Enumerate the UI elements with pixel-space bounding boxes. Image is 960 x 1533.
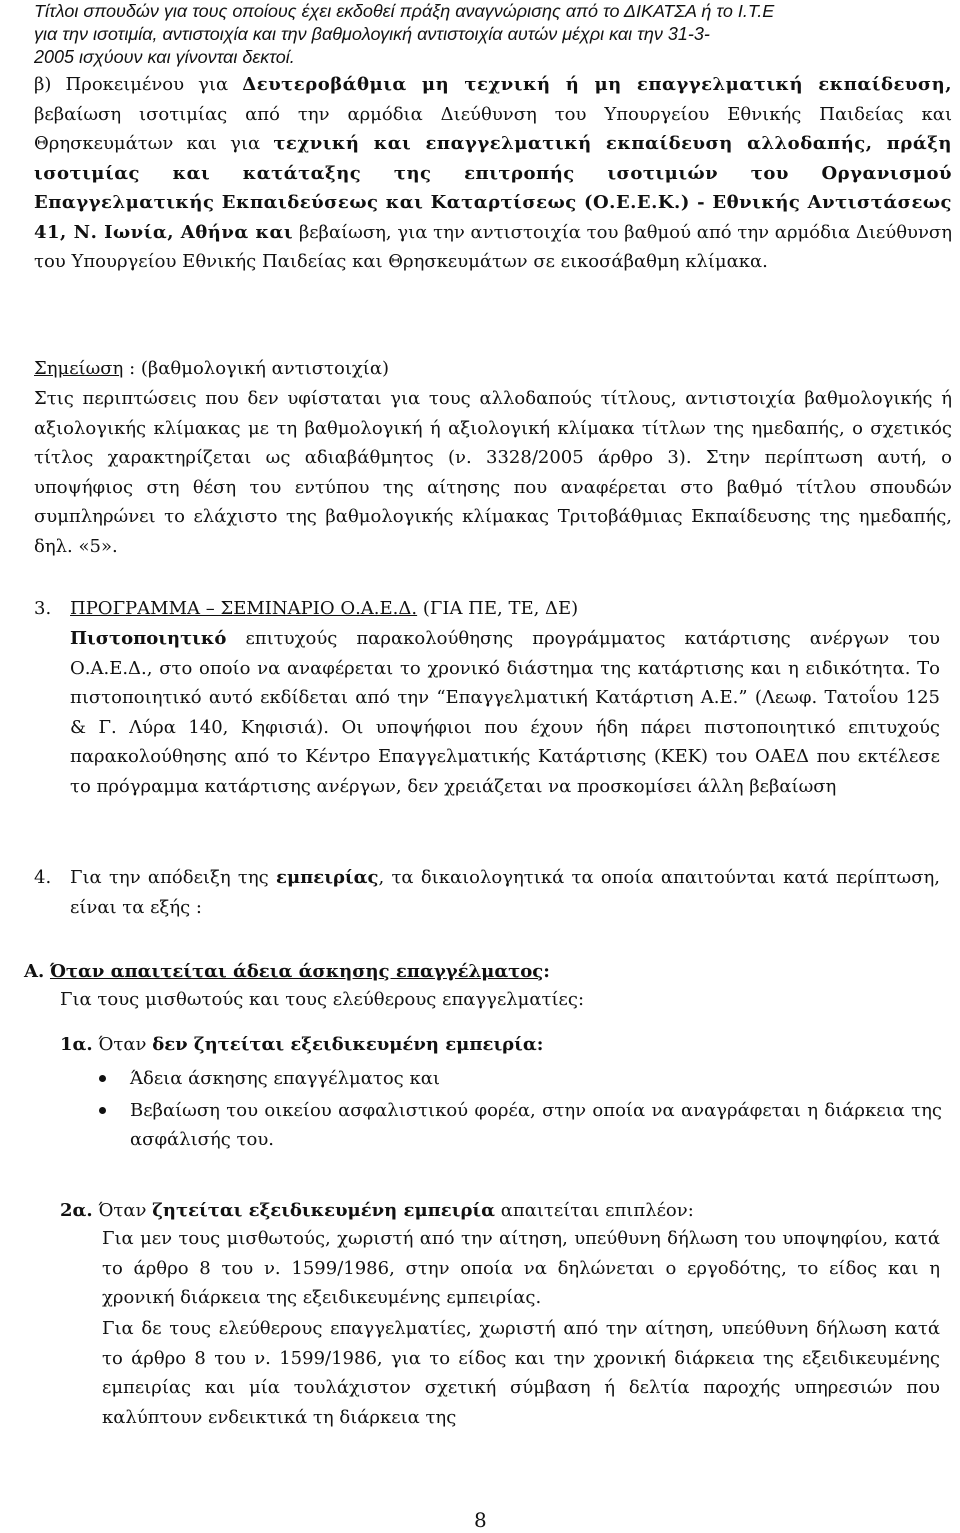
item-3-number: 3. xyxy=(34,598,52,619)
section-a-subheading: Για τους μισθωτούς και τους ελεύθερους επαγγελματίες: xyxy=(60,989,585,1010)
case-1a-heading xyxy=(60,1030,940,1060)
section-b-text-1: βεβαίωση ισοτιμίας από την αρμόδια Διεύθυνση του Υπουργείου Εθνικής Παιδείας και Θρησκευμάτων και για xyxy=(34,103,952,154)
section-a-colon: : xyxy=(543,961,550,982)
case-2a-heading xyxy=(60,1196,940,1226)
note-label: Σημείωση xyxy=(34,358,124,379)
item-3-heading-underlined: ΠΡΟΓΡΑΜΜΑ – ΣΕΜΙΝΑΡΙΟ Ο.Α.Ε.Δ. xyxy=(70,598,418,619)
list-item-text: Βεβαίωση του οικείου ασφαλιστικού φορέα, στην οποία να αναγράφεται η διάρκεια της ασφάλισής του. xyxy=(130,1099,942,1150)
section-a-title: Όταν απαιτείται άδεια άσκησης επαγγέλματος xyxy=(49,961,544,982)
list-item-text: Άδεια άσκησης επαγγέλματος και xyxy=(130,1068,440,1089)
page-number: 8 xyxy=(474,1508,487,1532)
case-1a-number: 1α. xyxy=(60,1034,93,1055)
section-b-bold-1: Δευτεροβάθμια μη τεχνική ή μη επαγγελματική εκπαίδευση, xyxy=(242,74,953,95)
case-2a-paragraph-2: Για δε τους ελεύθερους επαγγελματίες, χωριστή από την αίτηση, υπεύθυνη δήλωση κατά το άρθρο 8 του ν. 1599/1986, για το είδος και την χρονική διάρκεια της εξειδικευμένης εμπειρίας και μία τουλάχιστον σχετική σύμβαση ή δελτία παροχής υπηρεσιών που καλύπτουν ενδεικτικά τη διάρκεια της xyxy=(102,1318,940,1428)
case-2a-text-1: Όταν xyxy=(92,1200,153,1221)
section-a-letter: Α. xyxy=(24,961,45,982)
item-4-text-2: , τα δικαιολογητικά τα οποία απαιτούνται κατά περίπτωση, είναι τα εξής : xyxy=(70,867,940,918)
note-body: Στις περιπτώσεις που δεν υφίσταται για τους αλλοδαπούς τίτλους, αντιστοιχία βαθμολογικής ή αξιολογικής κλίμακας με τη βαθμολογική ή αξιολογική κλίμακα τίτλων της ημεδαπής, ο σχετικός τίτλος χαρακτηρίζεται ως αδιαβάθμητος (ν. 3328/2005 άρθρο 3). Στην περίπτωση αυτή, ο υποψήφιος στη θέση του εντύπου της αίτησης που αναφέρεται στο βαθμό τίτλου σπουδών συμπληρώνει το ελάχιστο της βαθμολογικής κλίμακας Τριτοβάθμιας Εκπαίδευσης της ημεδαπής, δηλ. «5». xyxy=(34,388,952,557)
item-3-heading-rest: (ΓΙΑ ΠΕ, ΤΕ, ΔΕ) xyxy=(417,598,579,619)
section-b-text-2: βεβαίωση, για την αντιστοιχία του βαθμού από την αρμόδια Διεύθυνση του Υπουργείου Εθνικής Παιδείας και Θρησκευμάτων σε εικοσάβαθμη κλίμακα. xyxy=(34,221,952,272)
bullet-icon xyxy=(99,1075,106,1082)
item-4-body xyxy=(70,863,940,922)
case-2a-bold: ζητείται εξειδικευμένη εμπειρία xyxy=(152,1200,495,1221)
case-2a-paragraph-1: Για μεν τους μισθωτούς, χωριστή από την αίτηση, υπεύθυνη δήλωση του υποψηφίου, κατά το άρθρο 8 του ν. 1599/1986, στην οποία να δηλώνεται ο εργοδότης, το είδος και η χρονική διάρκεια της εξειδικευμένης εμπειρίας. xyxy=(102,1228,940,1308)
item-4-number: 4. xyxy=(34,867,52,888)
intro-line: για την ισοτιμία, αντιστοιχία και την βαθμολογική αντιστοιχία αυτών μέχρι και την 31-3- xyxy=(34,24,710,44)
list-item xyxy=(130,1096,942,1155)
section-b-bold-2: τεχνική και επαγγελματική εκπαίδευση αλλοδαπής, πράξη ισοτιμίας και κατάταξης της επιτροπής ισοτιμιών του Οργανισμού Επαγγελματικής Εκπαιδεύσεως και Καταρτίσεως (Ο.Ε.Ε.Κ.) - Εθνικής Αντιστάσεως 41, Ν. Ιωνία, Αθήνα και xyxy=(34,133,952,243)
item-3-heading xyxy=(70,594,940,624)
bullet-icon xyxy=(99,1107,106,1114)
note-heading xyxy=(34,354,952,384)
intro-paragraph xyxy=(34,0,954,69)
case-2a-number: 2α. xyxy=(60,1200,93,1221)
item-4-bold: εμπειρίας xyxy=(276,867,379,888)
list-item xyxy=(130,1064,942,1094)
item-3-body xyxy=(70,624,940,801)
section-b-prefix: β) Προκειμένου για xyxy=(34,74,243,95)
item-4-text-1: Για την απόδειξη της xyxy=(70,867,277,888)
case-1a-bullet-list xyxy=(130,1064,942,1157)
section-b-paragraph xyxy=(34,70,952,277)
section-a-heading xyxy=(24,957,924,987)
case-1a-text: Όταν xyxy=(92,1034,153,1055)
note-label-suffix: : (βαθμολογική αντιστοιχία) xyxy=(123,358,390,379)
item-3-bold: Πιστοποιητικό xyxy=(70,628,227,649)
item-3-text: επιτυχούς παρακολούθησης προγράμματος κατάρτισης ανέργων του Ο.Α.Ε.Δ., στο οποίο να αναφέρεται το χρονικό διάστημα της κατάρτισης και η ειδικότητα. Το πιστοποιητικό αυτό εκδίδεται από την “Επαγγελματική Κατάρτιση Α.Ε.” (Λεωφ. Τατοΐου 125 & Γ. Λύρα 140, Κηφισιά). Οι υποψήφιοι που έχουν ήδη πάρει πιστοποιητικό επιτυχούς παρακολούθησης από το Κέντρο Επαγγελματικής Κατάρτισης (ΚΕΚ) του ΟΑΕΔ που εκτέλεσε το πρόγραμμα κατάρτισης ανέργων, δεν χρειάζεται να προσκομίσει άλλη βεβαίωση xyxy=(70,628,940,797)
intro-line: Τίτλοι σπουδών για τους οποίους έχει εκδοθεί πράξη αναγνώρισης από το ΔΙΚΑΤΣΑ ή το Ι.Τ.Ε xyxy=(34,1,775,21)
case-2a-text-2: απαιτείται επιπλέον: xyxy=(495,1200,694,1221)
intro-line: 2005 ισχύουν και γίνονται δεκτοί. xyxy=(34,47,295,67)
case-1a-bold: δεν ζητείται εξειδικευμένη εμπειρία: xyxy=(152,1034,544,1055)
